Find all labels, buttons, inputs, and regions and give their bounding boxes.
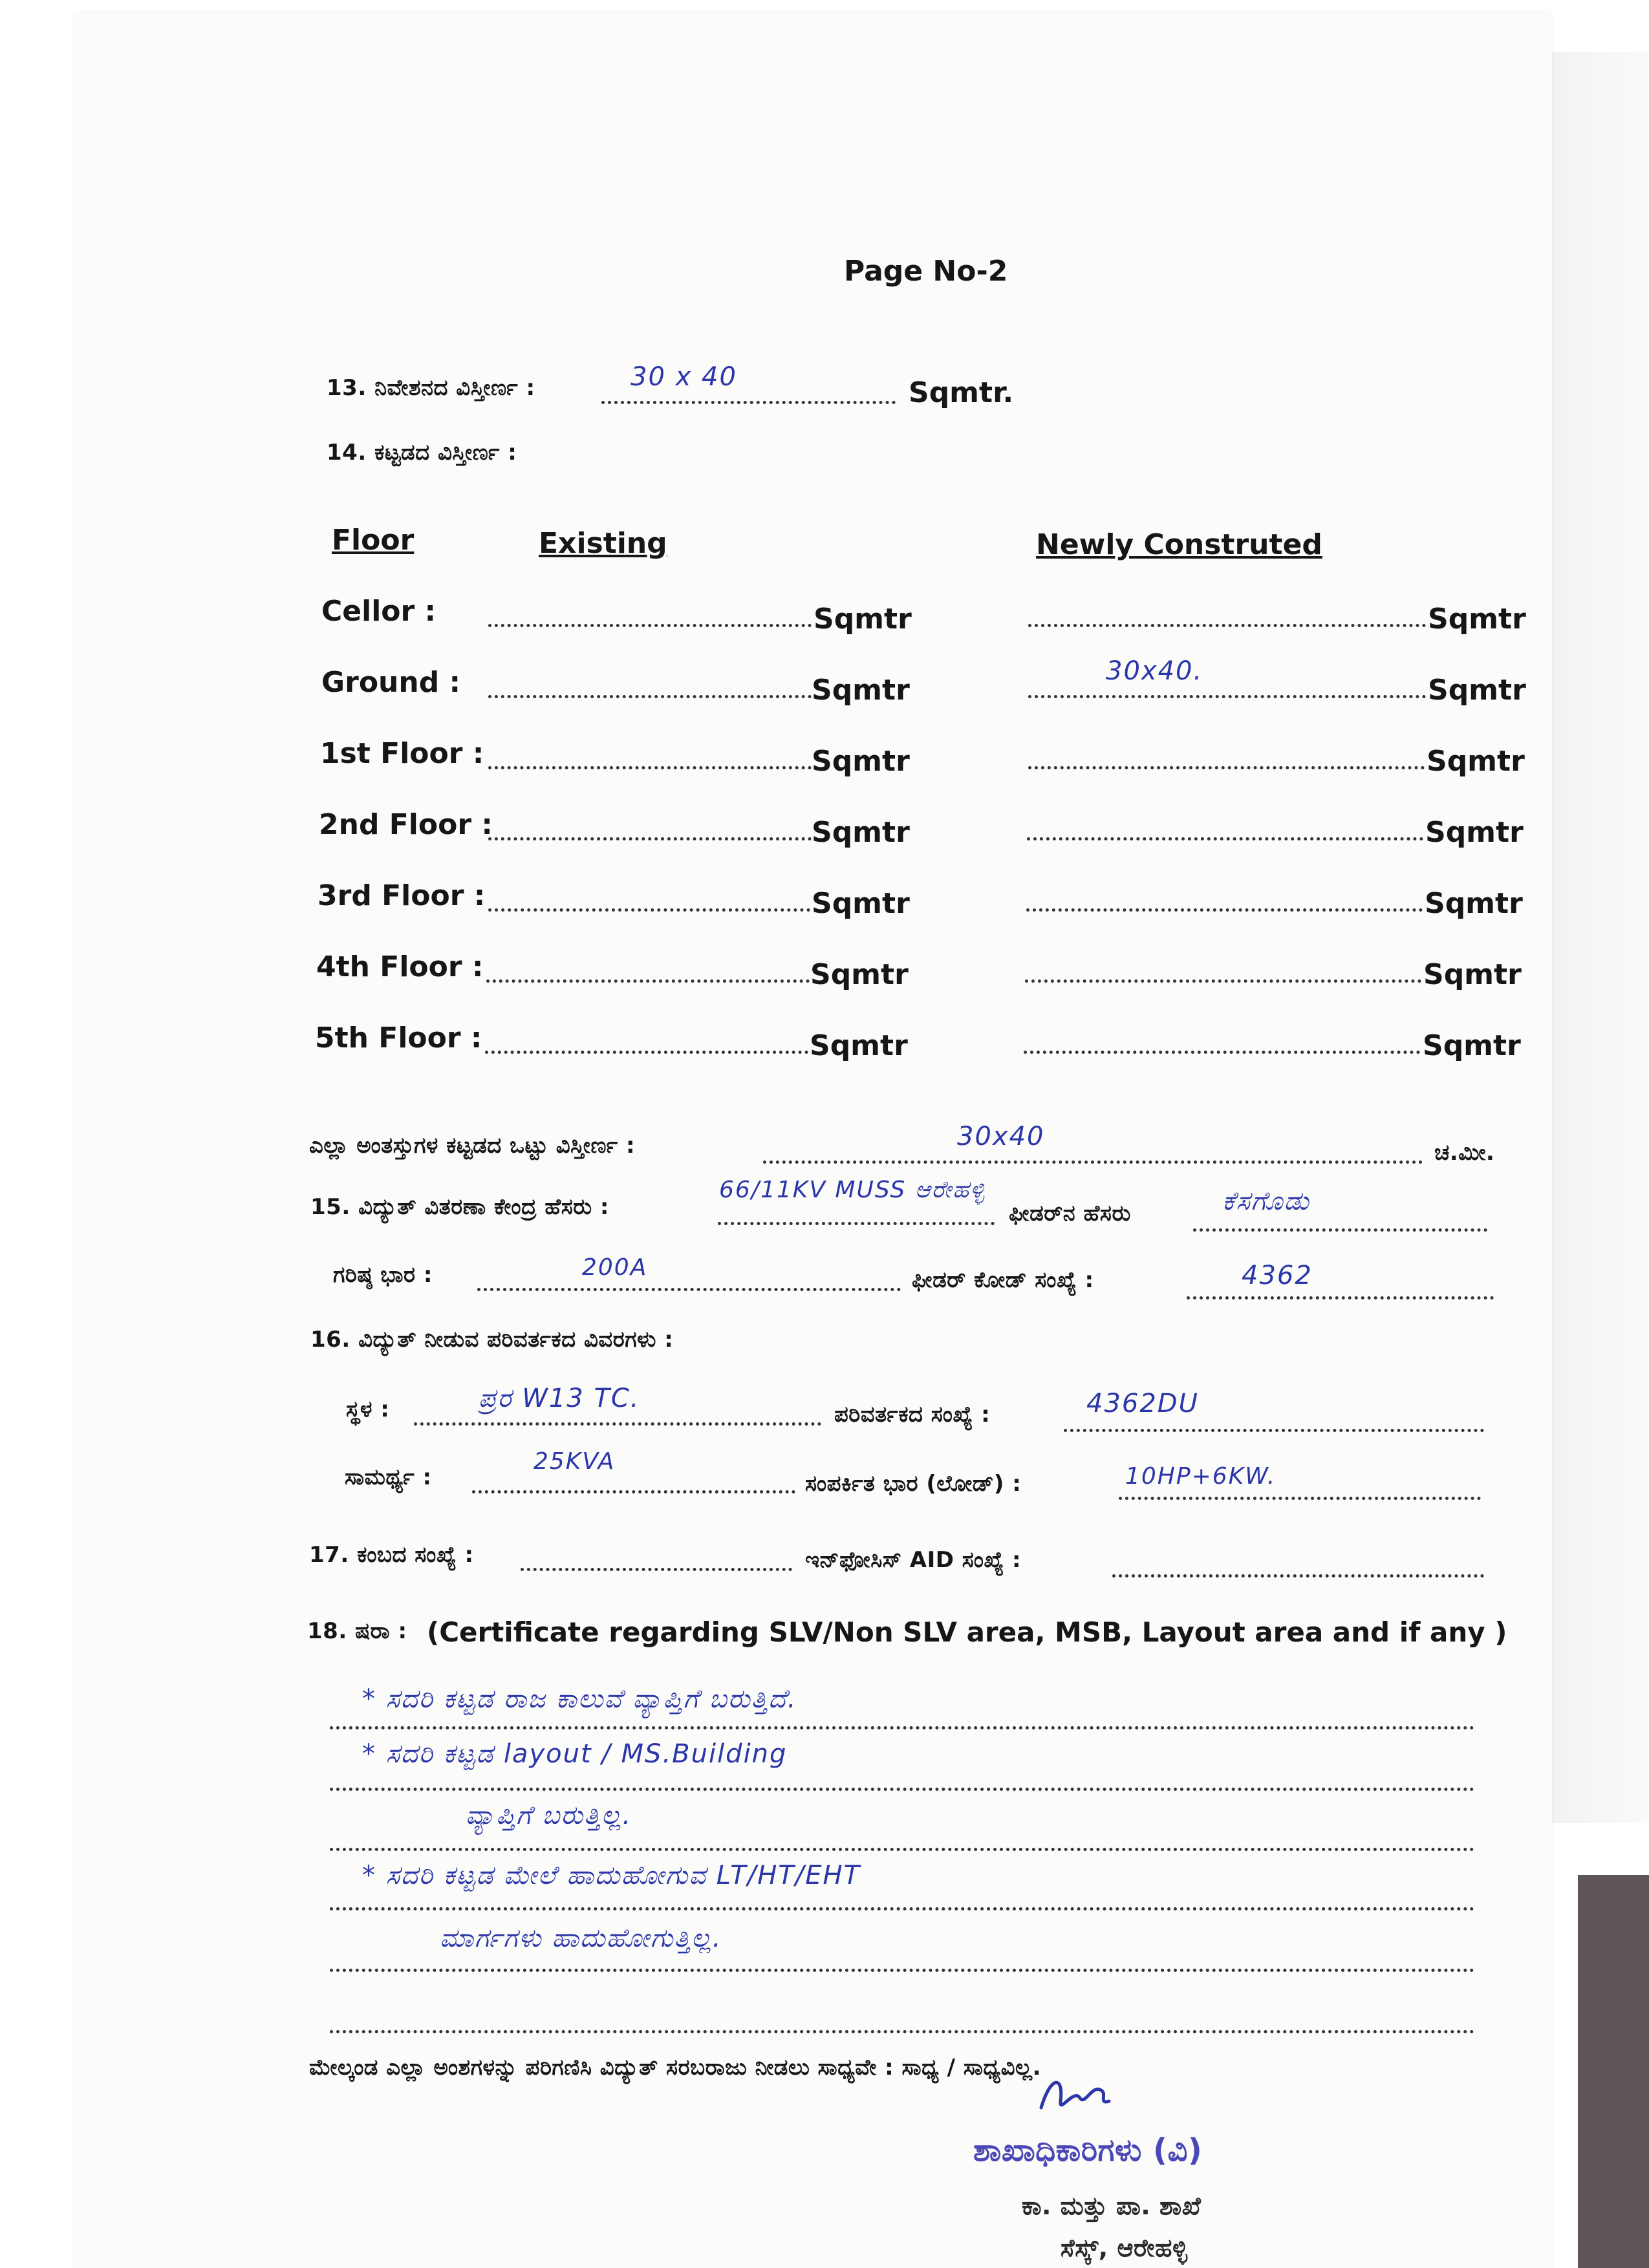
remarks-line xyxy=(330,1848,1474,1851)
distribution-station-label: 15. ವಿದ್ಯುತ್ ವಿತರಣಾ ಕೇಂದ್ರ ಹೆಸರು : xyxy=(310,1194,610,1220)
place-value: ಪ್ರರ W13 TC. xyxy=(479,1384,640,1413)
existing-unit: Sqmtr xyxy=(814,603,912,636)
connected-load-line xyxy=(1119,1497,1481,1500)
new-line xyxy=(1028,624,1426,627)
floor-label: 4th Floor : xyxy=(316,950,484,983)
capacity-label: ಸಾಮರ್ಥ್ಯ : xyxy=(345,1464,432,1490)
remarks-note: (Certificate regarding SLV/Non SLV area, MSB, Layout area and if any ) xyxy=(427,1616,1507,1648)
new-line xyxy=(1028,695,1426,698)
existing-line xyxy=(486,979,810,983)
remarks-line xyxy=(330,1907,1474,1910)
scan-edge-shadow xyxy=(1551,52,1649,1823)
existing-line xyxy=(488,695,812,698)
remarks-text: * ಸದರಿ ಕಟ್ಟಡ layout / MS.Building xyxy=(362,1739,788,1769)
feeder-code-value: 4362 xyxy=(1242,1261,1313,1290)
distribution-station-line xyxy=(718,1222,995,1225)
existing-line xyxy=(485,1051,808,1054)
col-new-header: Newly Construted xyxy=(1036,528,1322,561)
officer-signature xyxy=(1035,2062,1112,2127)
floor-label: Cellor : xyxy=(321,595,436,628)
new-line xyxy=(1024,1051,1420,1054)
place-label: ಸ್ಥಳ : xyxy=(346,1396,390,1422)
plot-area-line xyxy=(601,401,896,404)
existing-line xyxy=(488,624,812,627)
infosys-aid-label: ಇನ್‌ಫೋಸಿಸ್ AID ಸಂಖ್ಯೆ : xyxy=(805,1547,1022,1573)
new-line xyxy=(1027,837,1423,840)
capacity-value: 25KVA xyxy=(534,1448,616,1475)
floor-label: 5th Floor : xyxy=(315,1022,482,1054)
building-area-label: 14. ಕಟ್ಟಡದ ವಿಸ್ತೀರ್ಣ : xyxy=(327,440,517,465)
feeder-name-label: ಫೀಡರ್‌ನ ಹೆಸರು xyxy=(1009,1201,1131,1226)
remarks-text: * ಸದರಿ ಕಟ್ಟಡ ಮೇಲೆ ಹಾದುಹೋಗುವ LT/HT/EHT xyxy=(362,1861,861,1890)
stamp-line2: ಕಾ. ಮತ್ತು ಪಾ. ಶಾಖೆ xyxy=(1022,2192,1202,2220)
new-unit: Sqmtr xyxy=(1423,1029,1521,1062)
transformer-no-value: 4362DU xyxy=(1086,1389,1199,1418)
total-area-line xyxy=(763,1161,1423,1164)
new-unit: Sqmtr xyxy=(1425,887,1523,920)
existing-unit: Sqmtr xyxy=(812,674,910,707)
feasibility-statement: ಮೇಲ್ಕಂಡ ಎಲ್ಲಾ ಅಂಶಗಳನ್ನು ಪರಿಗಣಿಸಿ ವಿದ್ಯುತ್ ಸರಬರಾಜು ನೀಡಲು ಸಾಧ್ಯವೇ : ಸಾಧ್ಯ / ಸಾಧ್ಯವಿಲ್ಲ. xyxy=(309,2055,1042,2081)
existing-unit: Sqmtr xyxy=(812,887,910,920)
remarks-label: 18. ಷರಾ : xyxy=(307,1618,407,1644)
plot-area-value: 30 x 40 xyxy=(630,362,737,392)
new-unit: Sqmtr xyxy=(1428,674,1526,707)
total-area-value: 30x40 xyxy=(957,1122,1045,1151)
pole-number-line xyxy=(521,1568,792,1571)
col-floor-header: Floor xyxy=(332,524,415,557)
place-line xyxy=(414,1422,821,1426)
feeder-code-label: ಫೀಡರ್ ಕೋಡ್ ಸಂಖ್ಯೆ : xyxy=(912,1267,1094,1293)
new-unit: Sqmtr xyxy=(1428,603,1526,636)
transformer-details-label: 16. ವಿದ್ಯುತ್ ನೀಡುವ ಪರಿವರ್ತಕದ ವಿವರಗಳು : xyxy=(310,1327,674,1353)
transformer-no-line xyxy=(1064,1429,1484,1432)
feeder-name-value: ಕೆಸಗೊಡು xyxy=(1222,1186,1310,1216)
total-area-label: ಎಲ್ಲಾ ಅಂತಸ್ತುಗಳ ಕಟ್ಟಡದ ಒಟ್ಟು ವಿಸ್ತೀರ್ಣ : xyxy=(309,1133,636,1159)
remarks-line xyxy=(330,1726,1474,1729)
page-number: Page No-2 xyxy=(844,255,1008,288)
remarks-text: ಮಾರ್ಗಗಳು ಹಾದುಹೋಗುತ್ತಿಲ್ಲ. xyxy=(440,1923,722,1953)
remarks-text: * ಸದರಿ ಕಟ್ಟಡ ರಾಜ ಕಾಲುವೆ ವ್ಯಾಪ್ತಿಗೆ ಬರುತ್ತಿದೆ. xyxy=(362,1684,797,1714)
existing-unit: Sqmtr xyxy=(810,1029,908,1062)
form-page xyxy=(74,13,1552,2268)
feeder-name-line xyxy=(1193,1228,1487,1232)
plot-area-label: 13. ನಿವೇಶನದ ವಿಸ್ತೀರ್ಣ : xyxy=(327,375,535,401)
col-existing-header: Existing xyxy=(539,527,667,560)
existing-unit: Sqmtr xyxy=(810,958,909,991)
total-area-unit: ಚ.ಮೀ. xyxy=(1434,1140,1495,1166)
floor-label: 2nd Floor : xyxy=(319,808,493,841)
stamp-title: ಶಾಖಾಧಿಕಾರಿಗಳು (ವಿ) xyxy=(973,2132,1203,2168)
remarks-line xyxy=(330,2030,1474,2033)
existing-line xyxy=(488,766,812,769)
connected-load-value: 10HP+6KW. xyxy=(1125,1463,1277,1490)
existing-unit: Sqmtr xyxy=(812,816,910,849)
new-value: 30x40. xyxy=(1106,656,1203,686)
scan-dark-corner xyxy=(1578,1875,1649,2268)
infosys-aid-line xyxy=(1112,1574,1484,1578)
new-unit: Sqmtr xyxy=(1423,958,1522,991)
existing-unit: Sqmtr xyxy=(812,745,910,778)
max-load-line xyxy=(477,1288,901,1291)
floor-label: Ground : xyxy=(321,666,461,699)
new-line xyxy=(1028,766,1425,769)
existing-line xyxy=(488,837,812,840)
capacity-line xyxy=(472,1490,795,1493)
remarks-text: ವ್ಯಾಪ್ತಿಗೆ ಬರುತ್ತಿಲ್ಲ. xyxy=(466,1801,632,1830)
max-load-value: 200A xyxy=(582,1254,648,1281)
new-line xyxy=(1025,979,1421,983)
existing-line xyxy=(488,908,810,912)
new-unit: Sqmtr xyxy=(1425,816,1524,849)
distribution-station-value: 66/11KV MUSS ಆರೇಹಳ್ಳಿ xyxy=(719,1177,986,1203)
floor-label: 3rd Floor : xyxy=(318,879,486,912)
max-load-label: ಗರಿಷ್ಠ ಭಾರ : xyxy=(333,1262,433,1288)
stamp-line3: ಸೆಸ್ಕ್, ಆರೇಹಳ್ಳಿ xyxy=(1061,2234,1188,2262)
new-unit: Sqmtr xyxy=(1427,745,1525,778)
feeder-code-line xyxy=(1187,1296,1494,1300)
plot-area-unit: Sqmtr. xyxy=(909,376,1014,409)
connected-load-label: ಸಂಪರ್ಕಿತ ಭಾರ (ಲೋಡ್) : xyxy=(805,1471,1022,1497)
transformer-no-label: ಪರಿವರ್ತಕದ ಸಂಖ್ಯೆ : xyxy=(834,1402,991,1428)
new-line xyxy=(1026,908,1423,912)
remarks-line xyxy=(330,1969,1474,1972)
remarks-line xyxy=(330,1788,1474,1791)
pole-number-label: 17. ಕಂಬದ ಸಂಖ್ಯೆ : xyxy=(309,1542,474,1568)
floor-label: 1st Floor : xyxy=(320,737,484,770)
